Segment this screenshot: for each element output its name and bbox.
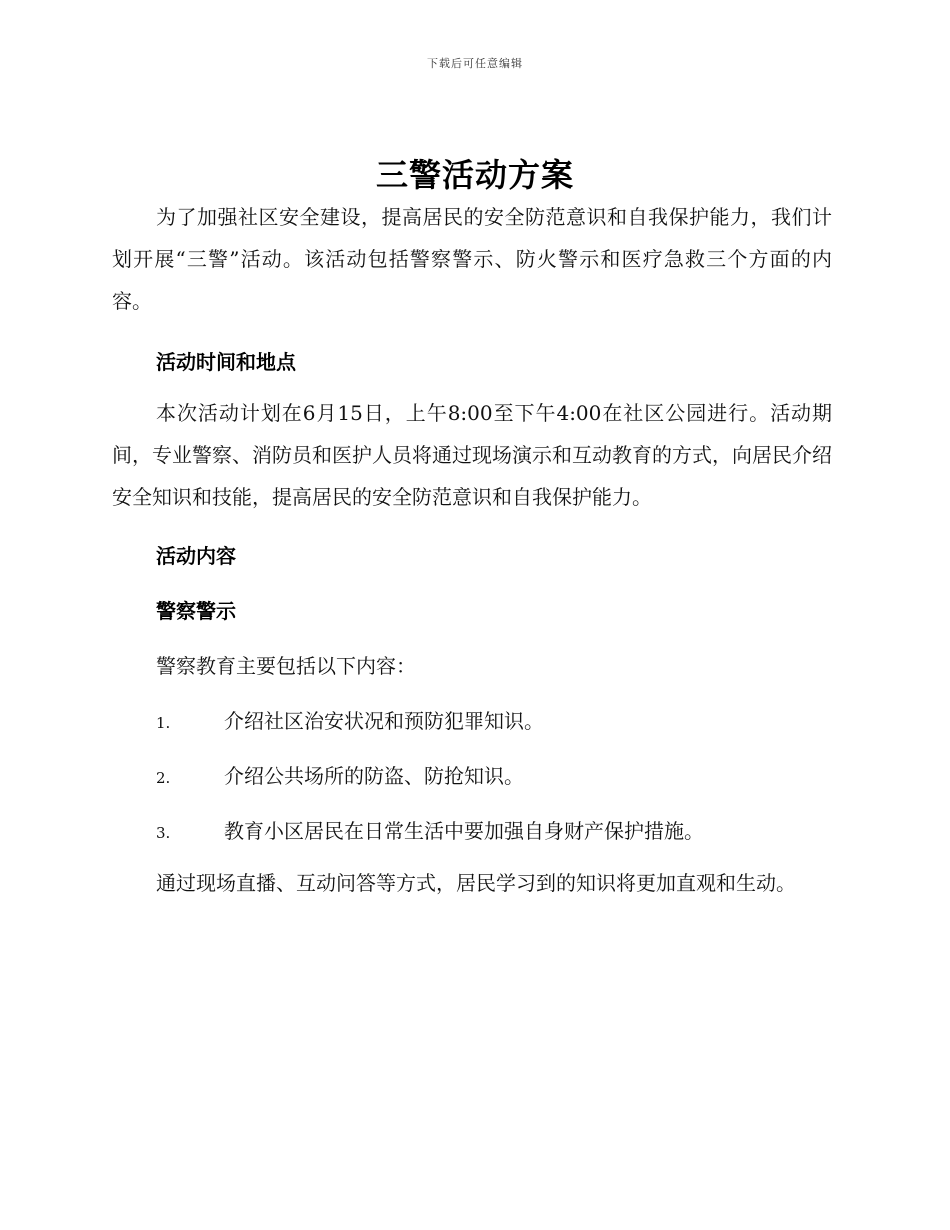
- list-item-text: 介绍公共场所的防盗、防抢知识。: [224, 764, 524, 788]
- list-item: [156, 705, 544, 734]
- list-item-number: 2.: [156, 769, 171, 787]
- document-title: 三警活动方案: [375, 156, 574, 194]
- section-heading-time-location: 活动时间和地点: [156, 350, 296, 374]
- list-item-number: 1.: [156, 714, 171, 732]
- header-note: 下载后可任意编辑: [427, 57, 523, 70]
- subsection-heading-police: 警察警示: [156, 599, 236, 623]
- time-location-paragraph: 本次活动计划在6月15日，上午8:00至下午4:00在社区公园进行。活动期间，专业警察、消防员和医护人员将通过现场演示和互动教育的方式，向居民介绍安全知识和技能，提高居民的安全防范意识和自我保护能力。: [112, 401, 832, 509]
- police-lead-text: 警察教育主要包括以下内容：: [156, 654, 416, 678]
- list-item: [156, 760, 524, 789]
- list-item: [156, 815, 704, 844]
- list-item-number: 3.: [156, 824, 171, 842]
- intro-paragraph: 为了加强社区安全建设，提高居民的安全防范意识和自我保护能力，我们计划开展“三警”活动。该活动包括警察警示、防火警示和医疗急救三个方面的内容。: [112, 205, 832, 313]
- list-item-text: 教育小区居民在日常生活中要加强自身财产保护措施。: [224, 819, 704, 843]
- section-heading-content: 活动内容: [156, 544, 236, 568]
- closing-paragraph: 通过现场直播、互动问答等方式，居民学习到的知识将更加直观和生动。: [156, 871, 796, 895]
- list-item-text: 介绍社区治安状况和预防犯罪知识。: [224, 709, 544, 733]
